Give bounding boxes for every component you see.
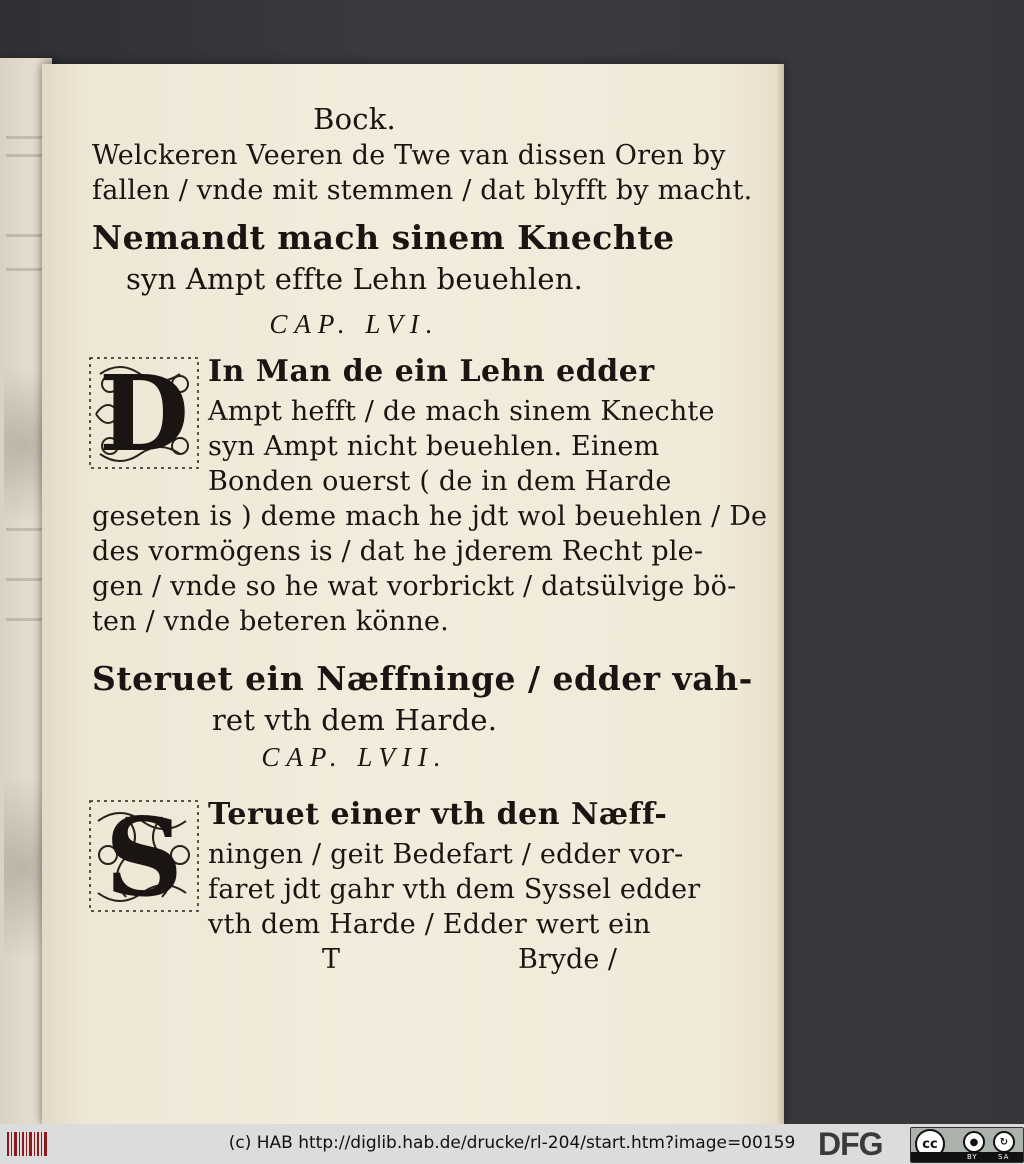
text-line: In Man de ein Lehn edder [208,354,655,389]
text-line: Bonden ouerst ( de in dem Harde [208,466,672,497]
dfg-logo: DFG [818,1126,883,1162]
chapter-title: Steruet ein Næffninge / edder vah- [92,659,753,698]
text-line: vth dem Harde / Edder wert ein [208,909,651,940]
text-line: des vormögens is / dat he jderem Recht ple- [92,536,704,567]
text-line: fallen / vnde mit stemmen / dat blyfft by macht. [92,175,753,206]
svg-text:D: D [98,354,190,472]
text-line: Welckeren Veeren de Twe van dissen Oren by [92,140,726,171]
chapter-title: syn Ampt effte Lehn beuehlen. [125,262,584,296]
chapter-title: ret vth dem Harde. [211,703,498,737]
copyright-credit[interactable]: (c) HAB http://diglib.hab.de/drucke/rl-204/start.htm?image=00159 [228,1133,796,1153]
ornamental-initial-d [86,354,202,472]
attribution-icon: ● [963,1131,985,1153]
text-line: Teruet einer vth den Næff- [208,797,668,832]
signature-mark: T [322,944,341,975]
svg-text:S: S [105,797,183,915]
text-line: syn Ampt nicht beuehlen. Einem [208,431,660,462]
text-line: Ampt hefft / de mach sinem Knechte [208,396,715,427]
text-line: faret jdt gahr vth dem Syssel edder [208,874,701,905]
license-by-label: BY [967,1153,978,1161]
paragraph [92,793,701,977]
text-line: ten / vnde beteren könne. [92,606,449,637]
creative-commons-icon: cc [915,1129,945,1159]
paragraph [92,350,768,639]
ornamental-initial-s [86,797,202,915]
chapter-number: CAP. LVII. [261,742,448,772]
chapter-title: Nemandt mach sinem Knechte [92,218,675,257]
catchword: Bryde / [518,944,617,975]
chapter-number: CAP. LVI. [269,309,440,339]
running-head: Bock. [313,102,396,136]
book-page [42,64,784,1124]
license-sa-label: SA [998,1153,1010,1161]
text-line: gen / vnde so he wat vorbrickt / datsülvige bö- [92,571,737,602]
creative-commons-badge[interactable] [910,1127,1024,1163]
text-line: geseten is ) deme mach he jdt wol beuehlen / De [92,501,768,532]
footer-bar [0,1124,1024,1164]
catch-line [92,942,617,977]
text-line: ningen / geit Bedefart / edder vor- [208,839,684,870]
share-alike-icon: ↻ [993,1131,1015,1153]
page-text [92,100,768,977]
